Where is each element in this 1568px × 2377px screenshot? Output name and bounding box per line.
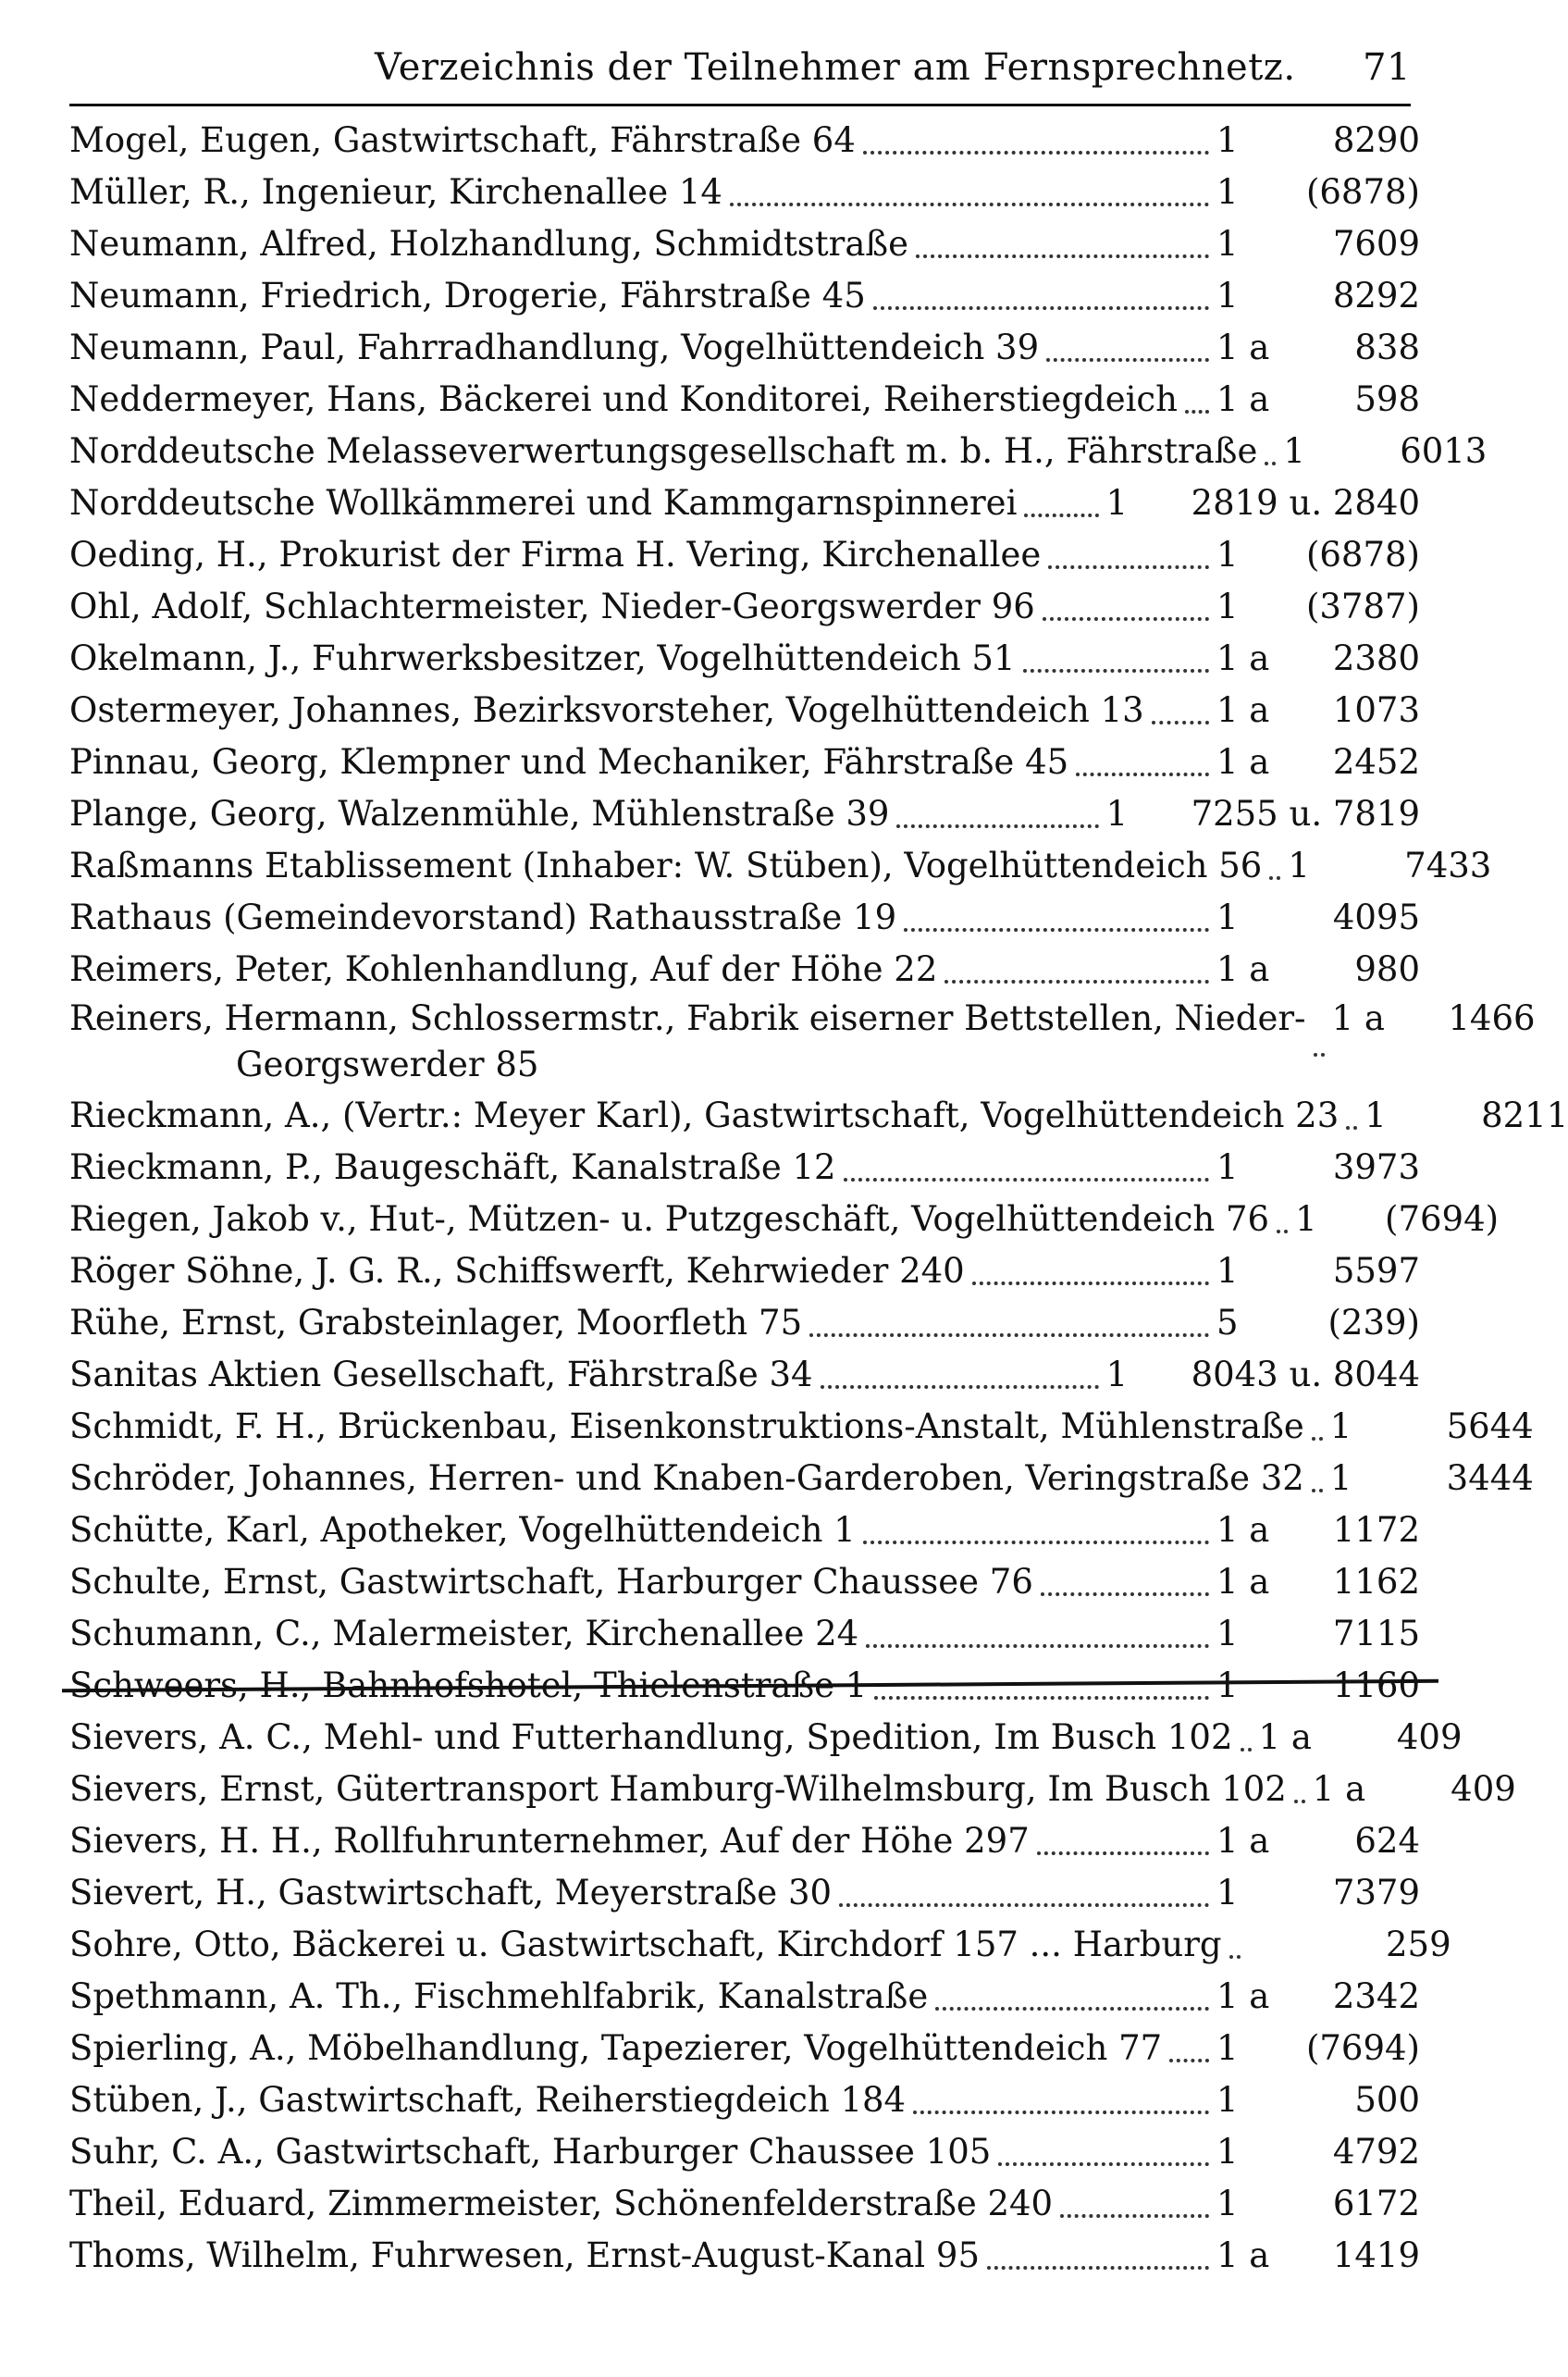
listing-name	[69, 1660, 867, 1712]
listing-row	[69, 1815, 1420, 1867]
exchange-code: 1	[1329, 1458, 1352, 1498]
dot-leader	[945, 967, 1209, 984]
listing-row	[69, 840, 1492, 892]
listing-row	[69, 1194, 1500, 1245]
listing-name	[69, 1504, 856, 1556]
dot-leader	[844, 1165, 1209, 1182]
listing-text: Riegen, Jakob v., Hut-, Mützen- u. Putzgeschäft, Vogelhüttendeich 76	[69, 1199, 1270, 1239]
phone-number: 2452	[1332, 742, 1420, 782]
listing-name	[69, 1401, 1304, 1453]
listing-row	[69, 737, 1420, 788]
dot-leader	[1023, 656, 1210, 673]
exchange-code: 1	[1216, 1665, 1239, 1705]
phone-number: 1172	[1332, 1510, 1420, 1550]
listing-text: Okelmann, J., Fuhrwerksbesitzer, Vogelhüttendeich 51	[69, 638, 1016, 678]
exchange-code: 1 a	[1216, 742, 1270, 782]
dot-leader	[1048, 552, 1209, 569]
exchange-code: 1	[1364, 1096, 1387, 1135]
phone-number: 2342	[1332, 1976, 1420, 2016]
listing-name	[69, 1453, 1304, 1504]
phone-number: 3444	[1446, 1458, 1534, 1498]
phone-number: 2819 u. 2840	[1191, 483, 1420, 523]
dot-leader	[1265, 449, 1276, 465]
listing-text: Sohre, Otto, Bäckerei u. Gastwirtschaft, Kirchdorf 157 ... Harburg	[69, 1925, 1222, 1964]
listing-text: Sievert, H., Gastwirtschaft, Meyerstraße 30	[69, 1873, 833, 1913]
listing-name	[69, 115, 856, 167]
listing-name	[69, 322, 1039, 374]
listing-text: Spierling, A., Möbelhandlung, Tapezierer, Vogelhüttendeich 77	[69, 2028, 1163, 2068]
listing-text: Rathaus (Gemeindevorstand) Rathausstraße 19	[69, 898, 897, 937]
phone-number: 259	[1385, 1925, 1451, 1964]
listing-name	[69, 840, 1262, 892]
exchange-code: 1	[1105, 483, 1129, 523]
dot-leader	[874, 1683, 1209, 1700]
phone-number: (6878)	[1305, 172, 1420, 212]
phone-number: 1073	[1332, 690, 1420, 730]
phone-number: (239)	[1327, 1303, 1420, 1343]
dot-leader	[839, 1890, 1209, 1907]
listing-name	[69, 1245, 965, 1297]
listing-row	[69, 1919, 1451, 1971]
listing-row	[69, 322, 1420, 374]
dot-leader	[1346, 1113, 1357, 1130]
struck-listing-row	[69, 1660, 1420, 1712]
phone-number: 5644	[1446, 1406, 1534, 1446]
dot-leader	[821, 1372, 1099, 1389]
dot-leader	[1041, 1579, 1209, 1596]
listing-text: Reimers, Peter, Kohlenhandlung, Auf der Höhe 22	[69, 949, 938, 989]
listing-row	[69, 788, 1420, 840]
dot-leader	[1312, 1476, 1323, 1492]
listing-text: Theil, Eduard, Zimmermeister, Schönenfelderstraße 240	[69, 2184, 1054, 2223]
listing-name	[69, 2126, 991, 2178]
dot-leader	[1312, 1424, 1323, 1441]
phone-number: 3973	[1332, 1147, 1420, 1187]
exchange-code: 1	[1105, 794, 1129, 834]
exchange-code: 1 a	[1258, 1717, 1312, 1757]
phone-number: (7694)	[1385, 1199, 1500, 1239]
listing-text: Sievers, Ernst, Gütertransport Hamburg-Wilhelmsburg, Im Busch 102	[69, 1769, 1287, 1809]
dot-leader	[972, 1269, 1209, 1285]
exchange-code: 1	[1216, 2184, 1239, 2223]
exchange-code: 1 a	[1331, 998, 1385, 1038]
listing-text: Mogel, Eugen, Gastwirtschaft, Fährstraße 64	[69, 120, 856, 160]
phone-number: 1160	[1332, 1665, 1420, 1705]
listing-name	[69, 2023, 1162, 2074]
listing-text: Thoms, Wilhelm, Fuhrwesen, Ernst-August-Kanal 95	[69, 2235, 980, 2275]
phone-number: 4095	[1332, 898, 1420, 937]
phone-number: 4792	[1332, 2132, 1420, 2172]
listing-text: Schütte, Karl, Apotheker, Vogelhüttendeich 1	[69, 1510, 856, 1550]
exchange-code: 1	[1216, 898, 1239, 937]
dot-leader	[809, 1320, 1209, 1337]
phone-number: 8043 u. 8044	[1191, 1355, 1420, 1394]
listing-row	[69, 2126, 1420, 2178]
dot-leader	[1269, 863, 1280, 880]
subscriber-list	[69, 115, 1568, 2282]
listing-name	[69, 996, 1306, 1088]
exchange-code: 1 a	[1216, 1510, 1270, 1550]
listing-row	[69, 1764, 1516, 1815]
dot-leader	[863, 1528, 1209, 1544]
exchange-code: 1	[1216, 1251, 1239, 1291]
listing-name	[69, 892, 896, 944]
exchange-code: 1	[1216, 1614, 1239, 1653]
dot-leader	[1076, 760, 1209, 776]
exchange-code: 1	[1216, 2028, 1239, 2068]
listing-text: Schröder, Johannes, Herren- und Knaben-Garderoben, Veringstraße 32	[69, 1458, 1304, 1498]
dot-leader	[1046, 345, 1209, 362]
dot-leader	[896, 811, 1098, 828]
dot-leader	[1037, 1838, 1209, 1855]
dot-leader	[1024, 501, 1098, 517]
listing-name	[69, 167, 722, 218]
listing-text: Röger Söhne, J. G. R., Schiffswerft, Kehrwieder 240	[69, 1251, 965, 1291]
listing-text: Schulte, Ernst, Gastwirtschaft, Harburger Chaussee 76	[69, 1562, 1033, 1602]
exchange-code: 1	[1216, 120, 1239, 160]
dot-leader	[1152, 708, 1209, 724]
listing-text: Oeding, H., Prokurist der Firma H. Vering, Kirchenallee	[69, 535, 1042, 575]
listing-name	[69, 1142, 836, 1194]
listing-name	[69, 270, 866, 322]
listing-name	[69, 1867, 832, 1919]
phone-number: 409	[1451, 1769, 1516, 1809]
listing-text: Neddermeyer, Hans, Bäckerei und Konditorei, Reiherstiegdeich	[69, 379, 1178, 419]
exchange-code: 1 a	[1216, 1562, 1270, 1602]
listing-row	[69, 1401, 1534, 1453]
listing-name	[69, 1090, 1339, 1142]
page-header	[69, 41, 1411, 96]
phone-number: 7609	[1332, 224, 1420, 264]
listing-name	[69, 529, 1041, 581]
exchange-code: 1 a	[1216, 1976, 1270, 2016]
listing-row	[69, 2074, 1420, 2126]
dot-leader	[1294, 1787, 1305, 1803]
listing-text: Reiners, Hermann, Schlossermstr., Fabrik eiserner Bettstellen, Nieder-	[69, 998, 1306, 1038]
listing-name	[69, 1764, 1287, 1815]
dot-leader	[863, 138, 1209, 155]
exchange-code: 1	[1216, 276, 1239, 316]
exchange-code: 1 a	[1216, 1821, 1270, 1861]
listing-row	[69, 1556, 1420, 1608]
phone-number: 500	[1354, 2080, 1420, 2120]
phone-number: 5597	[1332, 1251, 1420, 1291]
dot-leader	[1277, 1217, 1288, 1233]
listing-name	[69, 2178, 1053, 2230]
listing-name	[69, 1815, 1030, 1867]
exchange-code: 1	[1216, 1147, 1239, 1187]
listing-row	[69, 1867, 1420, 1919]
exchange-code: 5	[1216, 1303, 1239, 1343]
listing-name	[69, 737, 1068, 788]
phone-number: (7694)	[1305, 2028, 1420, 2068]
dot-leader	[873, 293, 1209, 310]
phone-number: 7255 u. 7819	[1191, 794, 1420, 834]
dot-leader	[1060, 2201, 1209, 2218]
listing-text: Rieckmann, P., Baugeschäft, Kanalstraße 12	[69, 1147, 836, 1187]
exchange-code: 1	[1216, 2132, 1239, 2172]
phone-number: 980	[1354, 949, 1420, 989]
dot-leader	[866, 1631, 1209, 1648]
listing-text: Rieckmann, A., (Vertr.: Meyer Karl), Gastwirtschaft, Vogelhüttendeich 23	[69, 1096, 1340, 1135]
phone-number: (6878)	[1305, 535, 1420, 575]
listing-name	[69, 944, 937, 996]
listing-text: Spethmann, A. Th., Fischmehlfabrik, Kanalstraße	[69, 1976, 929, 2016]
listing-name	[69, 1608, 858, 1660]
exchange-code: 1	[1295, 1199, 1317, 1239]
listing-text: Stüben, J., Gastwirtschaft, Reiherstiegdeich 184	[69, 2080, 907, 2120]
listing-row	[69, 685, 1420, 737]
listing-text: Schweers, H., Bahnhofshotel, Thielenstraße 1	[69, 1665, 868, 1705]
listing-row	[69, 2178, 1420, 2230]
listing-name	[69, 426, 1257, 477]
listing-name	[69, 477, 1017, 529]
exchange-code: 1 a	[1216, 379, 1270, 419]
listing-name	[69, 374, 1178, 426]
phone-number: 8211	[1481, 1096, 1568, 1135]
listing-text: Norddeutsche Melasseverwertungsgesellschaft m. b. H., Fährstraße	[69, 431, 1258, 471]
listing-text: Norddeutsche Wollkämmerei und Kammgarnspinnerei	[69, 483, 1018, 523]
dot-leader	[730, 190, 1209, 206]
listing-name	[69, 1297, 802, 1349]
listing-name	[69, 1556, 1033, 1608]
listing-row	[69, 529, 1420, 581]
dot-leader	[913, 2098, 1209, 2114]
listing-name	[69, 581, 1035, 633]
listing-name	[69, 2074, 906, 2126]
listing-text: Neumann, Paul, Fahrradhandlung, Vogelhüttendeich 39	[69, 328, 1040, 367]
exchange-code: 1 a	[1216, 2235, 1270, 2275]
listing-row	[69, 2023, 1420, 2074]
listing-row	[69, 944, 1420, 996]
exchange-code: 1	[1216, 172, 1239, 212]
listing-row	[69, 1245, 1420, 1297]
exchange-code: 1	[1329, 1406, 1352, 1446]
exchange-code: 1 a	[1216, 328, 1270, 367]
phone-number: 1419	[1332, 2235, 1420, 2275]
phone-number: 8292	[1332, 276, 1420, 316]
listing-name	[69, 2230, 980, 2282]
dot-leader	[904, 915, 1209, 932]
dot-leader	[987, 2253, 1209, 2270]
listing-text: Schmidt, F. H., Brückenbau, Eisenkonstruktions-Anstalt, Mühlenstraße	[69, 1406, 1304, 1446]
phone-number: 1466	[1448, 998, 1536, 1038]
listing-name	[69, 1712, 1233, 1764]
exchange-code: 1	[1216, 224, 1239, 264]
listing-name	[69, 788, 889, 840]
dot-leader	[916, 241, 1209, 258]
phone-number: 624	[1354, 1821, 1420, 1861]
listing-text: Müller, R., Ingenieur, Kirchenallee 14	[69, 172, 722, 212]
listing-row	[69, 1453, 1534, 1504]
listing-row	[69, 1349, 1420, 1401]
phone-number: (3787)	[1305, 587, 1420, 626]
listing-text: Schumann, C., Malermeister, Kirchenallee 24	[69, 1614, 859, 1653]
listing-row	[69, 1504, 1420, 1556]
listing-continuation: Georgswerder 85	[236, 1045, 539, 1084]
listing-row	[69, 1712, 1463, 1764]
listing-row	[69, 477, 1420, 529]
listing-text: Suhr, C. A., Gastwirtschaft, Harburger Chaussee 105	[69, 2132, 992, 2172]
listing-text: Ohl, Adolf, Schlachtermeister, Nieder-Georgswerder 96	[69, 587, 1035, 626]
phone-number: 8290	[1332, 120, 1420, 160]
dot-leader	[1229, 1942, 1241, 1959]
listing-row	[69, 2230, 1420, 2282]
listing-text: Rühe, Ernst, Grabsteinlager, Moorfleth 75	[69, 1303, 803, 1343]
phone-number: 7433	[1404, 846, 1492, 885]
exchange-code: 1 a	[1216, 638, 1270, 678]
dot-leader	[1043, 604, 1209, 621]
exchange-code: 1	[1288, 846, 1310, 885]
dot-leader	[998, 2149, 1209, 2166]
exchange-code: 1 a	[1216, 949, 1270, 989]
phone-number: 6172	[1332, 2184, 1420, 2223]
phone-number: 1162	[1332, 1562, 1420, 1602]
listing-row	[69, 270, 1420, 322]
listing-name	[69, 685, 1144, 737]
listing-text: Sievers, H. H., Rollfuhrunternehmer, Auf der Höhe 297	[69, 1821, 1030, 1861]
exchange-code: 1	[1216, 587, 1239, 626]
listing-row	[69, 167, 1420, 218]
listing-row	[69, 996, 1536, 1090]
listing-row	[69, 115, 1420, 167]
dot-leader	[1241, 1735, 1252, 1752]
listing-row	[69, 1090, 1568, 1142]
dot-leader	[1314, 1040, 1325, 1057]
page-number: 71	[1363, 46, 1411, 89]
listing-text: Raßmanns Etablissement (Inhaber: W. Stüben), Vogelhüttendeich 56	[69, 846, 1263, 885]
listing-name	[69, 1349, 813, 1401]
listing-row	[69, 374, 1420, 426]
exchange-code: 1	[1105, 1355, 1129, 1394]
listing-row	[69, 892, 1420, 944]
phone-number: 2380	[1332, 638, 1420, 678]
exchange-code: 1 a	[1312, 1769, 1366, 1809]
listing-row	[69, 581, 1420, 633]
listing-name	[69, 1919, 1222, 1971]
listing-row	[69, 1297, 1420, 1349]
listing-text: Plange, Georg, Walzenmühle, Mühlenstraße 39	[69, 794, 890, 834]
dot-leader	[935, 1994, 1209, 2011]
listing-row	[69, 1971, 1420, 2023]
listing-text: Sievers, A. C., Mehl- und Futterhandlung, Spedition, Im Busch 102	[69, 1717, 1233, 1757]
exchange-code: 1	[1216, 1873, 1239, 1913]
exchange-code: 1	[1283, 431, 1305, 471]
listing-text: Sanitas Aktien Gesellschaft, Fährstraße 34	[69, 1355, 813, 1394]
listing-name	[69, 1971, 928, 2023]
dot-leader	[1169, 2046, 1209, 2062]
page-title: Verzeichnis der Teilnehmer am Fernsprechnetz.	[375, 46, 1296, 89]
phone-number: 838	[1354, 328, 1420, 367]
listing-row	[69, 218, 1420, 270]
listing-name	[69, 218, 908, 270]
phone-number: 7115	[1332, 1614, 1420, 1653]
listing-text: Ostermeyer, Johannes, Bezirksvorsteher, Vogelhüttendeich 13	[69, 690, 1144, 730]
listing-text: Neumann, Alfred, Holzhandlung, Schmidtstraße	[69, 224, 909, 264]
exchange-code: 1	[1216, 535, 1239, 575]
listing-row	[69, 426, 1488, 477]
phone-number: 409	[1396, 1717, 1463, 1757]
listing-name	[69, 1194, 1269, 1245]
listing-row	[69, 633, 1420, 685]
phone-number: 6013	[1400, 431, 1488, 471]
phone-number: 598	[1354, 379, 1420, 419]
listing-text: Pinnau, Georg, Klempner und Mechaniker, Fährstraße 45	[69, 742, 1069, 782]
phone-number: 7379	[1332, 1873, 1420, 1913]
listing-row	[69, 1142, 1420, 1194]
exchange-code: 1	[1216, 2080, 1239, 2120]
header-rule	[69, 104, 1411, 106]
listing-row	[69, 1608, 1420, 1660]
listing-text: Neumann, Friedrich, Drogerie, Fährstraße 45	[69, 276, 866, 316]
listing-name	[69, 633, 1016, 685]
exchange-code: 1 a	[1216, 690, 1270, 730]
dot-leader	[1185, 397, 1209, 414]
